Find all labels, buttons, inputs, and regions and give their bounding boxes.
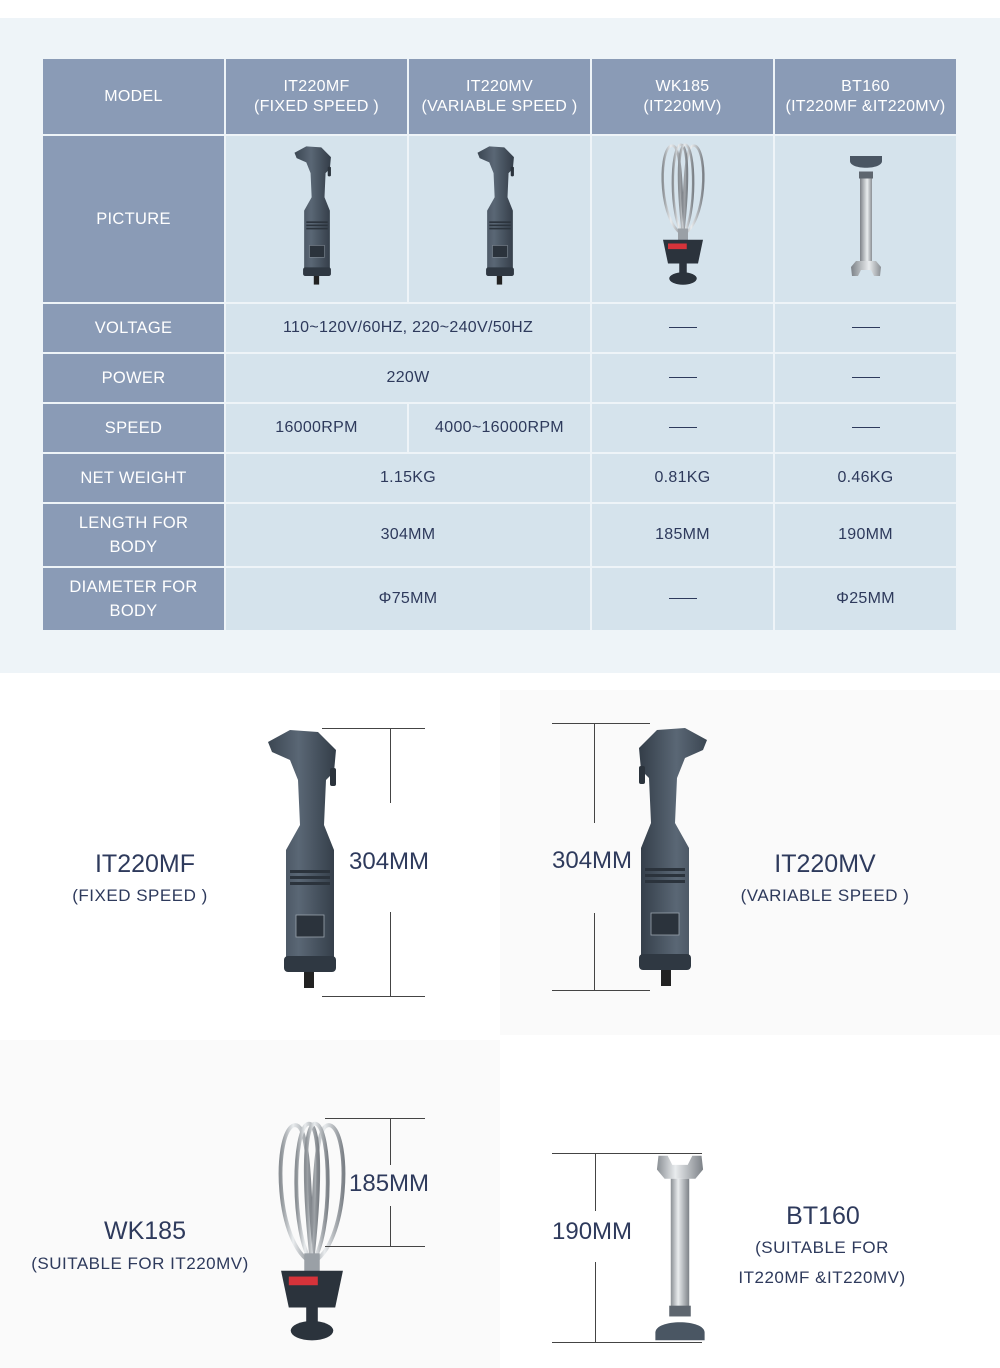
diameter-blender: Φ75MM bbox=[225, 567, 591, 631]
length-wk185: 185MM bbox=[591, 503, 774, 567]
table-row-diameter bbox=[42, 567, 957, 631]
dimension-label: 304MM bbox=[552, 847, 633, 874]
table-row-length bbox=[42, 503, 957, 567]
dimension-line-top bbox=[325, 1118, 425, 1119]
dimension-line-top bbox=[552, 723, 650, 724]
panel-it220mv bbox=[500, 690, 1000, 1035]
shaft-image bbox=[635, 1148, 725, 1348]
panel-subtitle-line1: (SUITABLE FOR bbox=[755, 1238, 889, 1257]
shaft-image bbox=[836, 151, 896, 281]
weight-blender: 1.15KG bbox=[225, 453, 591, 503]
voltage-wk185 bbox=[591, 303, 774, 353]
table-row-voltage bbox=[42, 303, 957, 353]
header-model: MODEL bbox=[42, 58, 225, 135]
row-label-power: POWER bbox=[42, 353, 225, 403]
power-bt160 bbox=[774, 353, 957, 403]
row-label-speed: SPEED bbox=[42, 403, 225, 453]
dimension-line-bottom bbox=[552, 990, 650, 991]
blender-image bbox=[287, 141, 347, 291]
picture-wk185 bbox=[591, 135, 774, 303]
speed-bt160 bbox=[774, 403, 957, 453]
table-row-speed bbox=[42, 403, 957, 453]
whisk-image bbox=[262, 1118, 362, 1350]
panel-title: IT220MF bbox=[94, 850, 196, 878]
picture-bt160 bbox=[774, 135, 957, 303]
panel-subtitle: (VARIABLE SPEED ) bbox=[740, 886, 910, 905]
header-it220mf: IT220MF (FIXED SPEED ) bbox=[225, 58, 408, 135]
panel-bt160 bbox=[500, 1040, 1000, 1368]
whisk-image bbox=[651, 141, 715, 291]
speed-wk185 bbox=[591, 403, 774, 453]
table-row-picture bbox=[42, 135, 957, 303]
voltage-bt160 bbox=[774, 303, 957, 353]
row-label-picture: PICTURE bbox=[42, 135, 225, 303]
row-label-length: LENGTH FOR BODY bbox=[42, 503, 225, 567]
blender-image bbox=[470, 141, 530, 291]
weight-bt160: 0.46KG bbox=[774, 453, 957, 503]
power-value: 220W bbox=[225, 353, 591, 403]
dimension-label: 185MM bbox=[349, 1170, 430, 1197]
speed-fixed: 16000RPM bbox=[225, 403, 408, 453]
panel-it220mf bbox=[0, 690, 500, 1035]
dimension-label: 190MM bbox=[552, 1218, 633, 1245]
dimension-line-lower bbox=[594, 913, 595, 990]
dimension-label: 304MM bbox=[349, 848, 430, 875]
diameter-wk185 bbox=[591, 567, 774, 631]
row-label-weight: NET WEIGHT bbox=[42, 453, 225, 503]
dimension-line-upper bbox=[595, 1153, 596, 1211]
panel-subtitle-line2: IT220MF &IT220MV) bbox=[738, 1268, 906, 1287]
panel-subtitle: (FIXED SPEED ) bbox=[72, 886, 208, 905]
row-label-voltage: VOLTAGE bbox=[42, 303, 225, 353]
spec-table bbox=[41, 57, 958, 632]
header-bt160: BT160 (IT220MF &IT220MV) bbox=[774, 58, 957, 135]
length-bt160: 190MM bbox=[774, 503, 957, 567]
dimension-line-top bbox=[322, 728, 425, 729]
panel-title: IT220MV bbox=[774, 850, 876, 878]
dimension-line-upper bbox=[594, 723, 595, 823]
panel-title: WK185 bbox=[104, 1217, 186, 1245]
spec-section bbox=[0, 18, 1000, 673]
dimension-line-lower bbox=[390, 1206, 391, 1246]
weight-wk185: 0.81KG bbox=[591, 453, 774, 503]
header-wk185: WK185 (IT220MV) bbox=[591, 58, 774, 135]
power-wk185 bbox=[591, 353, 774, 403]
dimension-line-lower bbox=[390, 912, 391, 996]
voltage-value: 110~120V/60HZ, 220~240V/50HZ bbox=[225, 303, 591, 353]
dimension-line-lower bbox=[595, 1262, 596, 1342]
picture-it220mf bbox=[225, 135, 408, 303]
dimension-line-top bbox=[552, 1153, 702, 1154]
dimension-line-bottom bbox=[552, 1342, 702, 1343]
table-row-weight bbox=[42, 453, 957, 503]
dimension-line-bottom bbox=[322, 996, 425, 997]
panel-title: BT160 bbox=[786, 1202, 860, 1230]
table-header-row bbox=[42, 58, 957, 135]
table-row-power bbox=[42, 353, 957, 403]
header-it220mv: IT220MV (VARIABLE SPEED ) bbox=[408, 58, 591, 135]
dimension-line-bottom bbox=[325, 1246, 425, 1247]
diameter-bt160: Φ25MM bbox=[774, 567, 957, 631]
length-blender: 304MM bbox=[225, 503, 591, 567]
row-label-diameter: DIAMETER FOR BODY bbox=[42, 567, 225, 631]
panel-subtitle: (SUITABLE FOR IT220MV) bbox=[31, 1254, 249, 1273]
panel-wk185 bbox=[0, 1040, 500, 1368]
dimension-line-upper bbox=[390, 1118, 391, 1165]
speed-variable: 4000~16000RPM bbox=[408, 403, 591, 453]
picture-it220mv bbox=[408, 135, 591, 303]
dimension-line-upper bbox=[390, 728, 391, 803]
